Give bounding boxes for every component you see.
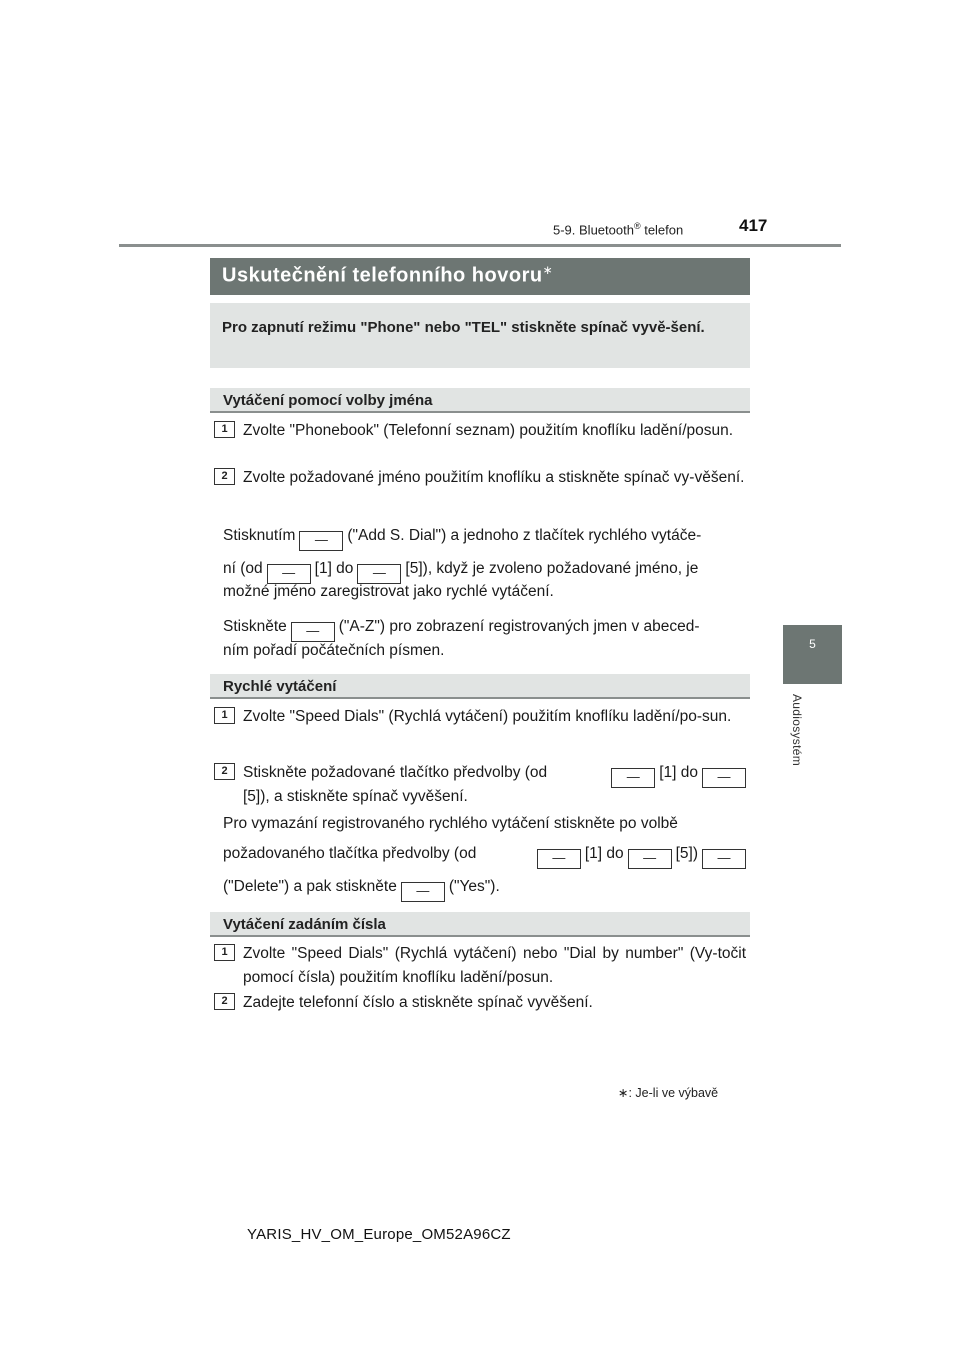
step-text: Stiskněte požadované tlačítko předvolby (od — [1] do— [243, 761, 746, 788]
note-line: ("Delete") a pak stiskněte— ("Yes"). [223, 875, 746, 902]
note-line: Stisknutím— ("Add S. Dial") a jednoho z tlačítek rychlého vytáče- [223, 524, 746, 551]
step-number: 2 [214, 468, 235, 485]
header-divider [119, 244, 841, 247]
intro-text: Pro zapnutí režimu "Phone" nebo "TEL" stiskněte spínač vyvě-šení. [222, 319, 705, 336]
step-number: 1 [214, 944, 235, 961]
step-text: Zvolte "Speed Dials" (Rychlá vytáčení) použitím knoflíku ladění/po-sun. [243, 708, 732, 725]
step-text: Zadejte telefonní číslo a stiskněte spínač vyvěšení. [243, 994, 593, 1011]
step-number: 1 [214, 707, 235, 724]
step-number: 2 [214, 993, 235, 1010]
note-line: možné jméno zaregistrovat jako rychlé vytáčení. [223, 583, 554, 600]
section-header: 5-9. Bluetooth® telefon [553, 221, 684, 238]
screen-button-icon [628, 849, 672, 869]
screen-button-icon [702, 849, 746, 869]
step-text: Zvolte požadované jméno použitím knoflíku a stiskněte spínač vy-věšení. [243, 469, 745, 486]
section-heading: Rychlé vytáčení [223, 678, 337, 695]
screen-button-icon [401, 882, 445, 902]
section-heading: Vytáčení pomocí volby jména [223, 392, 433, 409]
page-title: Uskutečnění telefonního hovoru∗ [222, 263, 554, 287]
document-code: YARIS_HV_OM_Europe_OM52A96CZ [247, 1226, 511, 1243]
note-line: Pro vymazání registrovaného rychlého vytáčení stiskněte po volbě [223, 815, 678, 832]
step-text: [5]), a stiskněte spínač vyvěšení. [243, 788, 468, 805]
screen-button-icon [537, 849, 581, 869]
note-line: ní (od— [1] do— [5]), když je zvoleno požadované jméno, je [223, 557, 746, 584]
step-text: Zvolte "Speed Dials" (Rychlá vytáčení) nebo "Dial by number" (Vy-točit pomocí čísla) použitím knoflíku ladění/posun. [243, 945, 746, 986]
title-asterisk: ∗ [542, 263, 554, 277]
note-line: požadovaného tlačítka předvolby (od — [1] do— [5])— [223, 842, 746, 869]
chapter-tab [783, 625, 842, 684]
step-text: Zvolte "Phonebook" (Telefonní seznam) použitím knoflíku ladění/posun. [243, 422, 734, 439]
page-number: 417 [739, 216, 768, 235]
step-number: 1 [214, 421, 235, 438]
asterisk-icon: ∗ [618, 1086, 629, 1100]
note-line: ním pořadí počátečních písmen. [223, 642, 445, 659]
footnote: ∗: Je-li ve výbavě [618, 1086, 719, 1100]
chapter-number: 5 [809, 637, 816, 651]
note-line: Stiskněte— ("A-Z") pro zobrazení registrovaných jmen v abeced- [223, 615, 746, 642]
screen-button-icon [299, 531, 343, 551]
section-heading: Vytáčení zadáním čísla [223, 916, 386, 933]
step-number: 2 [214, 763, 235, 780]
chapter-label: Audiosystém [790, 694, 804, 766]
